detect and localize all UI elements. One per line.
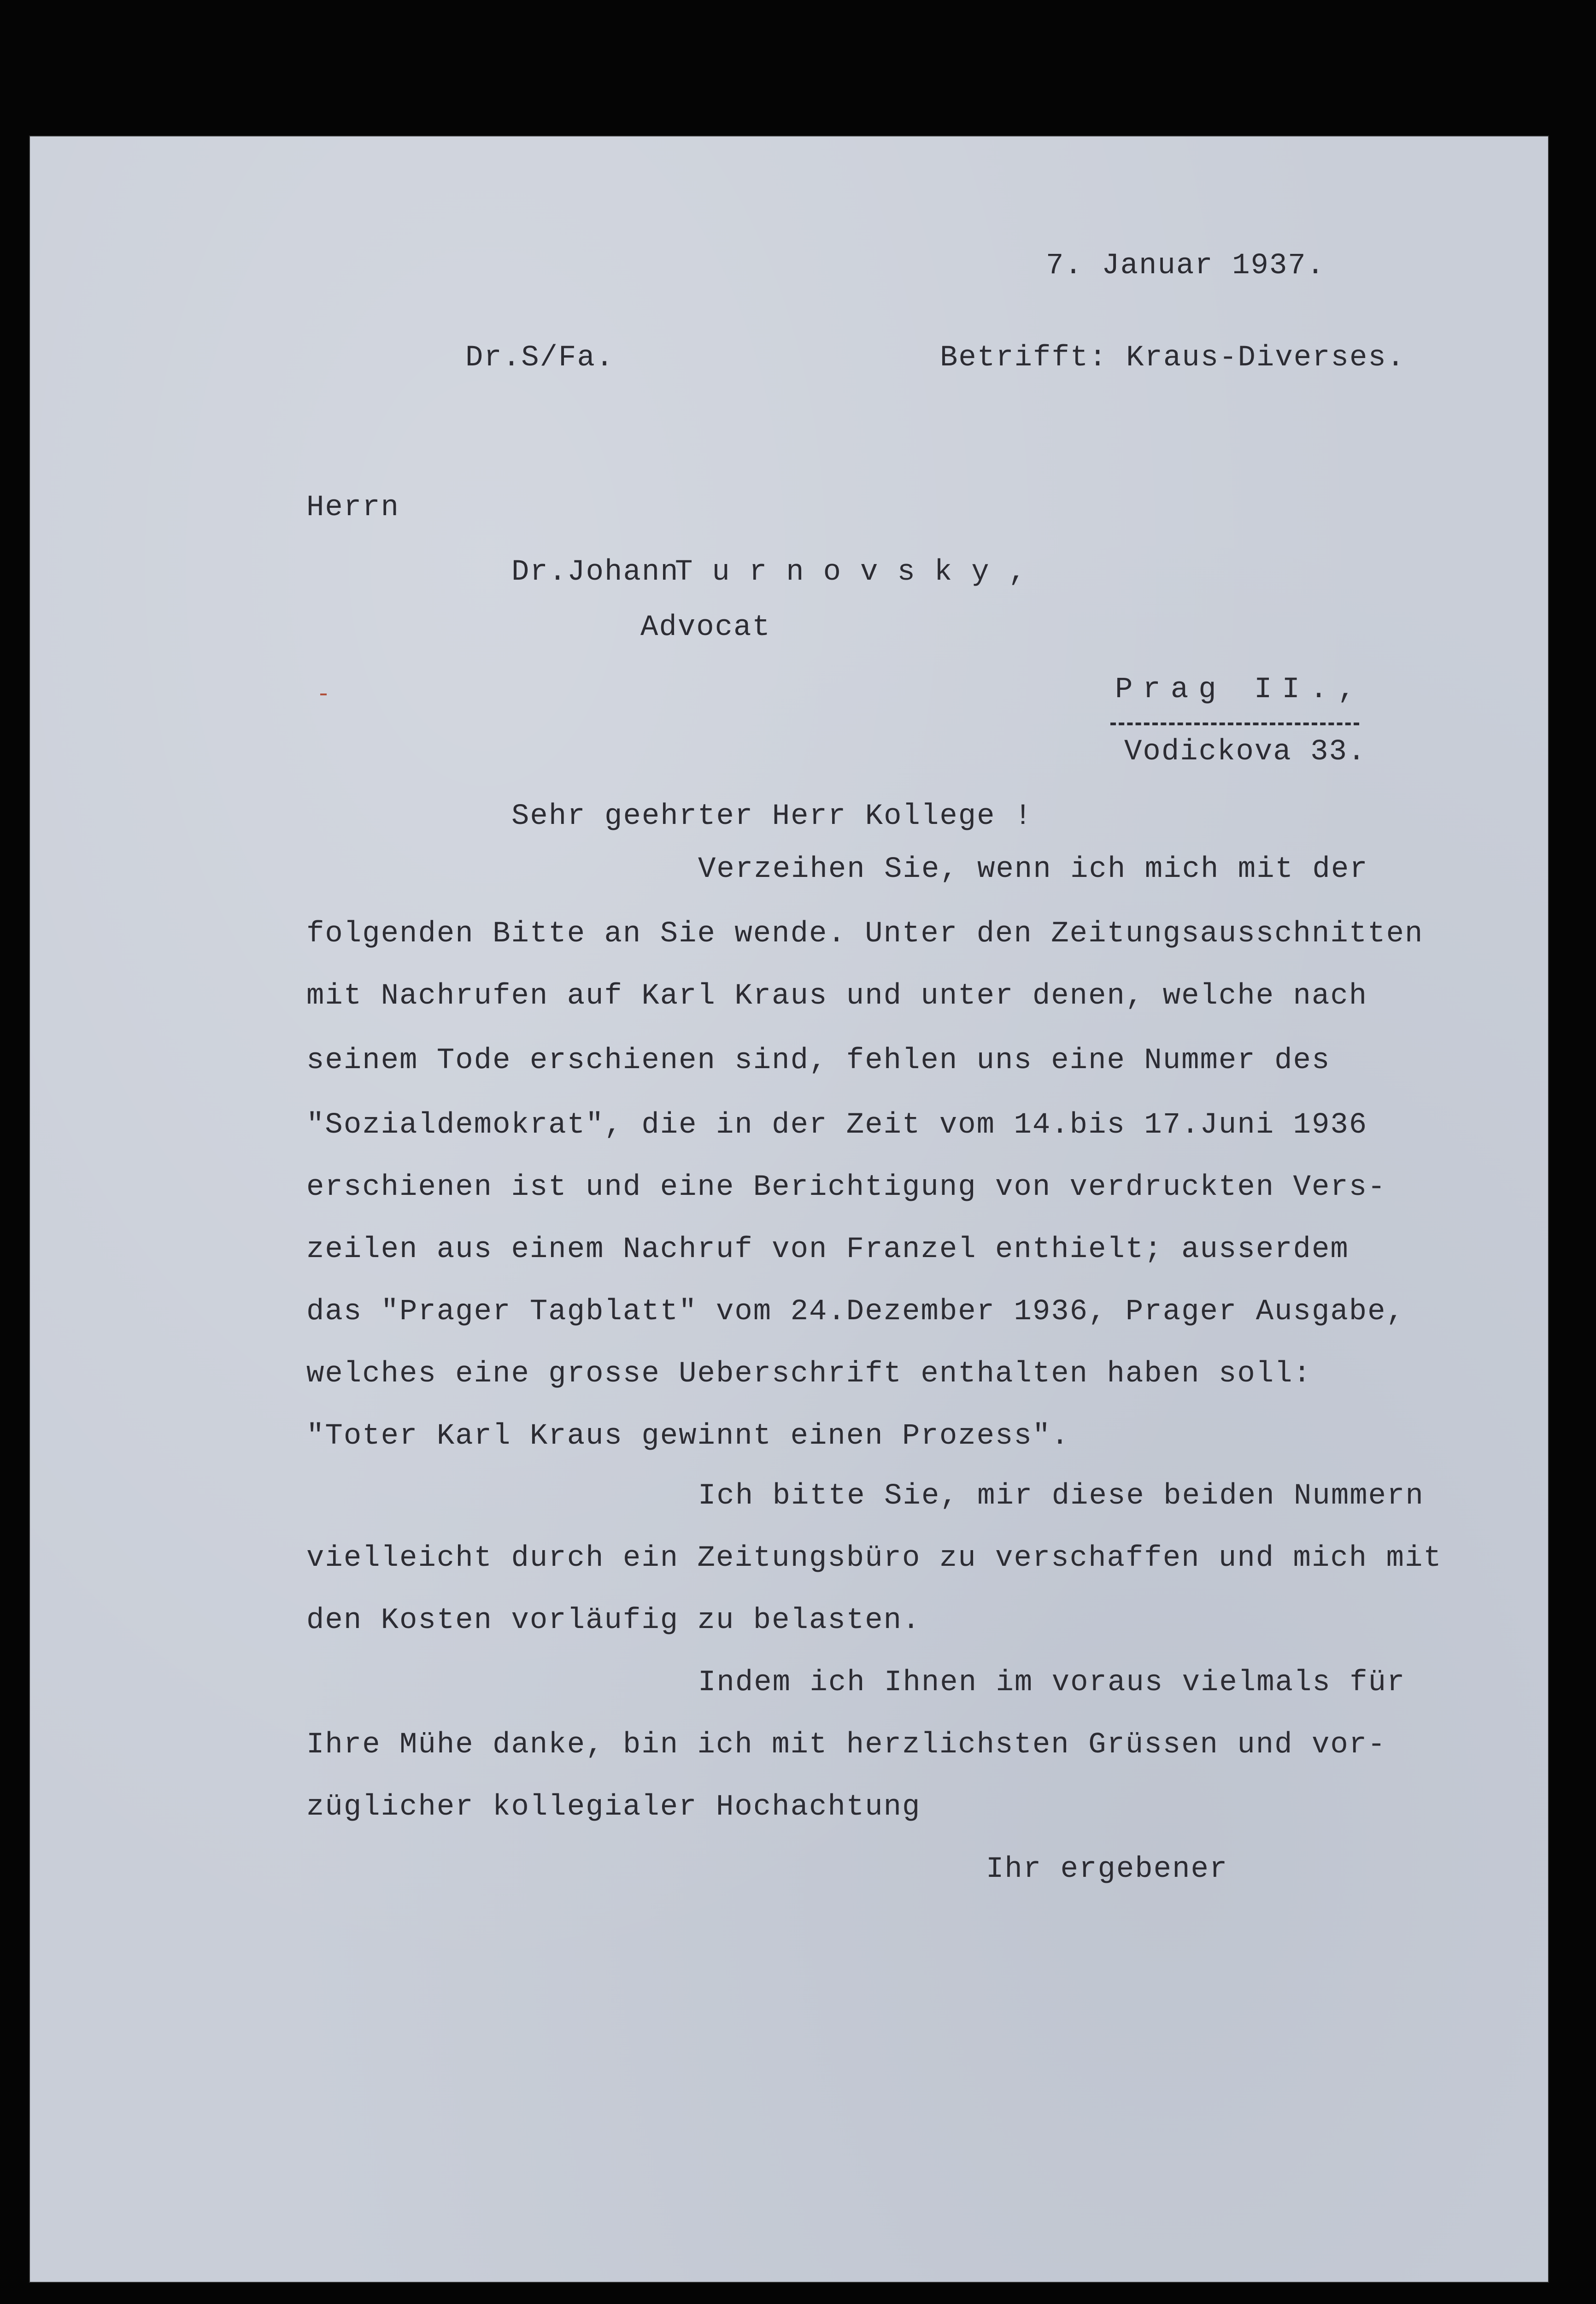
letter-closing: Ihr ergebener (986, 1853, 1228, 1886)
body-line: zeilen aus einem Nachruf von Franzel enthielt; ausserdem (306, 1233, 1349, 1266)
body-line: das "Prager Tagblatt" vom 24.Dezember 1936, Prager Ausgabe, (306, 1295, 1405, 1328)
body-line: erschienen ist und eine Berichtigung von verdruckten Vers- (306, 1171, 1386, 1204)
subject-line: Betrifft: Kraus-Diverses. (940, 341, 1406, 375)
body-line: den Kosten vorläufig zu belasten. (306, 1604, 921, 1637)
reference-code: Dr.S/Fa. (465, 341, 615, 375)
body-line: mit Nachrufen auf Karl Kraus und unter denen, welche nach (306, 980, 1368, 1013)
letter-sheet (30, 136, 1548, 2282)
body-line: "Sozialdemokrat", die in der Zeit vom 14.bis 17.Juni 1936 (306, 1109, 1368, 1142)
letter-date: 7. Januar 1937. (1046, 249, 1326, 282)
city-underline (1110, 723, 1359, 725)
recipient-salutation: Herrn (306, 491, 400, 524)
recipient-street: Vodickova 33. (1124, 735, 1367, 769)
body-line: Indem ich Ihnen im voraus vielmals für (698, 1666, 1406, 1699)
recipient-city: Prag II., (1115, 673, 1366, 706)
body-line: "Toter Karl Kraus gewinnt einen Prozess". (306, 1420, 1070, 1453)
stray-ink-mark (320, 694, 327, 695)
recipient-name-prefix: Dr.Johann (511, 556, 679, 589)
recipient-role: Advocat (640, 611, 771, 644)
body-line: seinem Tode erschienen sind, fehlen uns eine Nummer des (306, 1044, 1331, 1077)
body-line: Ich bitte Sie, mir diese beiden Nummern (698, 1480, 1424, 1513)
body-line: Ihre Mühe danke, bin ich mit herzlichsten Grüssen und vor- (306, 1728, 1386, 1762)
body-line: vielleicht durch ein Zeitungsbüro zu verschaffen und mich mit (306, 1542, 1442, 1575)
body-line: Verzeihen Sie, wenn ich mich mit der (698, 853, 1368, 886)
body-line: folgenden Bitte an Sie wende. Unter den Zeitungsausschnitten (306, 917, 1424, 951)
recipient-surname: Turnovsky, (675, 556, 1046, 589)
body-line: züglicher kollegialer Hochachtung (306, 1791, 921, 1824)
letter-greeting: Sehr geehrter Herr Kollege ! (511, 800, 1033, 833)
body-line: welches eine grosse Ueberschrift enthalten haben soll: (306, 1358, 1312, 1391)
